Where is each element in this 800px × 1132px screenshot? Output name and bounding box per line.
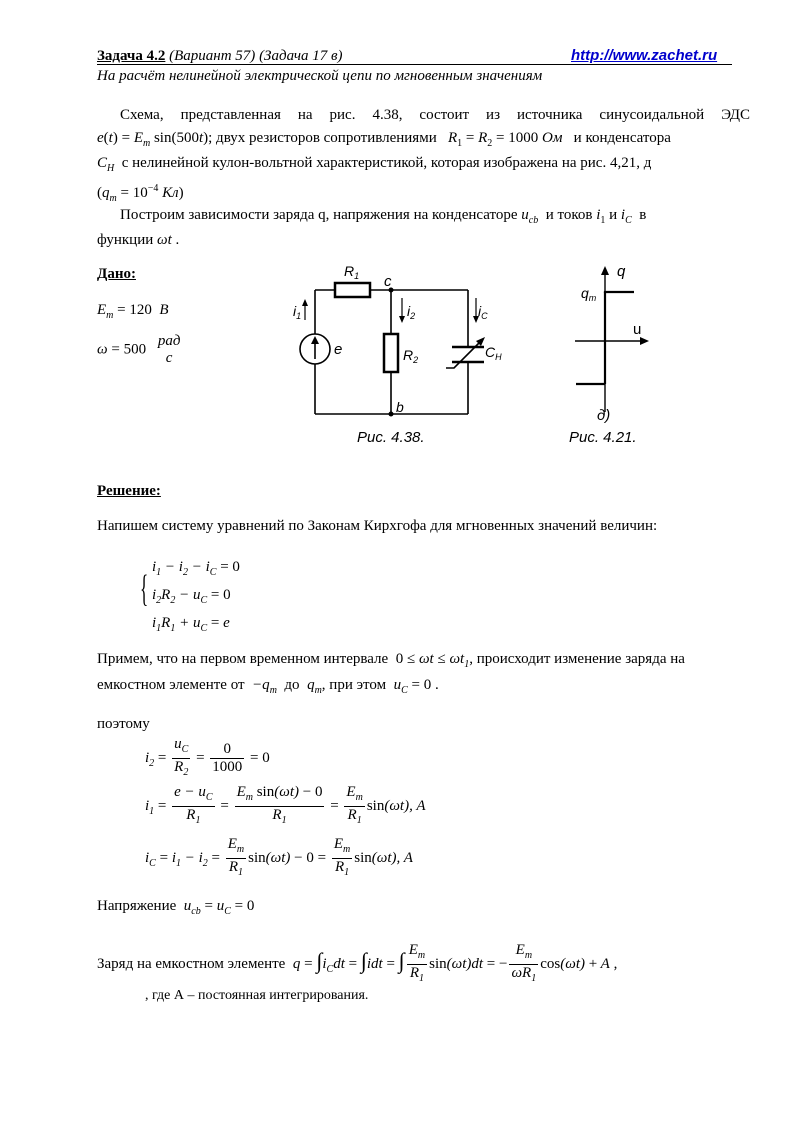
char-subcaption: д) xyxy=(597,407,611,424)
assume-text-c: емкостном элементе от xyxy=(97,677,245,693)
intro-line-2: $e(t) = E_m$ sin(500t); двух резисторов сопротивлениями $R_1 = R_2 = 1000$ Ом и конденсатора xyxy=(97,130,671,149)
site-link[interactable]: http://www.zachet.ru xyxy=(571,47,718,64)
given-em-unit: В xyxy=(159,302,169,318)
equation-i1: $i_1$ = $\frac{e - u_C}{R_1}$ = $\frac{E_m \sin(\omega t) - 0}{R_1}$ = $\frac{E_m}{R_1}$ sin(ωt), A xyxy=(145,784,426,826)
given-em: $E_m = 120$ В xyxy=(97,302,169,321)
intro-line-6: функции ωt . xyxy=(97,232,180,248)
assume-text-a: Примем, что на первом временном интервале xyxy=(97,651,389,667)
given-omega-unit-den: с xyxy=(165,350,173,366)
task-ref: (Задача 17 в) xyxy=(259,48,343,64)
label-node-c: c xyxy=(384,273,392,290)
label-e: e xyxy=(334,341,343,358)
task-header xyxy=(97,48,343,65)
label-ic: $i_C$ xyxy=(478,303,488,321)
intro-text-and: и xyxy=(609,207,618,223)
intro-line-1: Схема, представленная на рис. 4.38, состоит из источника синусоидальной ЭДС xyxy=(120,107,750,123)
given-omega: ω = 500 рад с xyxy=(97,333,181,366)
intro-line-4: ($q_m = 10^{-4}$ Кл) xyxy=(97,183,184,204)
voltage-text: Напряжение xyxy=(97,898,177,914)
intro-line-3: $C_H$ с нелинейной кулон-вольтной характеристикой, которая изображена на рис. 4,21, д xyxy=(97,155,652,174)
axis-u-label: u xyxy=(633,321,642,338)
kirchhoff-system xyxy=(152,556,240,640)
assumption-line-1: Примем, что на первом временном интервале $0 \le \omega t \le \omega t_1$, происходит изменение заряда на xyxy=(97,651,685,670)
intro-text-resistors: ; двух резисторов сопротивлениями xyxy=(208,130,437,146)
given-omega-unit-num: рад xyxy=(157,333,181,349)
charge-line: Заряд на емкостном элементе $q = \int i_Cdt = \int idt$ = ∫ $\frac{E_m}{R_1}$ sin(ωt)dt = − $\frac{E_m}{\omega R_1}$ cos(ωt) + A , xyxy=(97,942,618,984)
header-rule xyxy=(97,64,732,65)
therefore-text: поэтому xyxy=(97,716,150,732)
circuit-diagram xyxy=(280,262,510,452)
given-em-value: 120 xyxy=(129,302,152,318)
given-omega-unit xyxy=(156,333,183,367)
equation-i2: $i_2$ = $\frac{u_C}{R_2}$ = $\frac{0}{1000}$ = 0 xyxy=(145,736,270,778)
qu-characteristic xyxy=(555,262,665,452)
system-brace: { xyxy=(140,568,149,610)
assume-text-b: , происходит изменение заряда на xyxy=(469,651,685,667)
given-title: Дано: xyxy=(97,266,136,282)
resistor-r1-icon xyxy=(335,283,370,297)
label-r2: $R_2$ xyxy=(403,347,419,365)
solution-title: Решение: xyxy=(97,483,161,499)
equation-2: $i_2R_2 - u_C = 0$ xyxy=(152,587,231,606)
label-r1: $R_1$ xyxy=(344,263,360,281)
intro-text-function: функции xyxy=(97,232,154,248)
constant-text: , где А – постоянная интегрирования. xyxy=(145,988,369,1003)
resistor-r2-icon xyxy=(384,334,398,372)
intro-text-build: Построим зависимости заряда q, напряжения на конденсаторе xyxy=(120,207,518,223)
intro-text-in: в xyxy=(639,207,647,223)
label-qm: $q_m$ xyxy=(581,285,597,303)
label-i1: $i_1$ xyxy=(293,303,302,321)
label-ch: $C_H$ xyxy=(485,344,502,362)
assumption-line-2: емкостном элементе от $-q_m$ до $q_m$, при этом $u_C = 0$ . xyxy=(97,677,439,696)
task-number: Задача 4.2 xyxy=(97,48,166,64)
assume-text-e: , при этом xyxy=(321,677,387,693)
variant: (Вариант 57) xyxy=(169,48,256,64)
equation-1: $i_1 - i_2 - i_C = 0$ xyxy=(152,559,240,578)
nonlinear-capacitor-icon xyxy=(446,337,485,368)
label-i2: $i_2$ xyxy=(407,303,416,321)
intro-line-5: Построим зависимости заряда q, напряжения на конденсаторе $u_{cb}$ и токов $i_1$ и $i_C$ в xyxy=(120,207,647,226)
equation-ic: $i_C = i_1 - i_2$ = $\frac{E_m}{R_1}$ sin(ωt) − 0 = $\frac{E_m}{R_1}$ sin(ωt), A xyxy=(145,836,413,878)
char-caption: Рис. 4.21. xyxy=(569,429,637,446)
given-omega-value: 500 xyxy=(123,341,147,358)
kirchhoff-text: Напишем систему уравнений по Законам Кирхгофа для мгновенных значений величин: xyxy=(97,518,658,534)
task-subtitle: На расчёт нелинейной электрической цепи по мгновенным значениям xyxy=(97,68,543,84)
circuit-caption: Рис. 4.38. xyxy=(357,429,425,446)
charge-text: Заряд на емкостном элементе xyxy=(97,955,286,972)
intro-text-capacitor: и конденсатора xyxy=(573,130,671,146)
voltage-line: Напряжение $u_{cb} = u_C = 0$ xyxy=(97,898,255,917)
equation-3: $i_1R_1 + u_C = e$ xyxy=(152,615,230,634)
assume-text-d: до xyxy=(284,677,300,693)
label-node-b: b xyxy=(396,399,404,415)
axis-q-label: q xyxy=(617,263,626,280)
intro-text-char: с нелинейной кулон-вольтной характеристикой, которая изображена на рис. 4,21, д xyxy=(121,155,652,171)
intro-text-currents: и токов xyxy=(545,207,593,223)
